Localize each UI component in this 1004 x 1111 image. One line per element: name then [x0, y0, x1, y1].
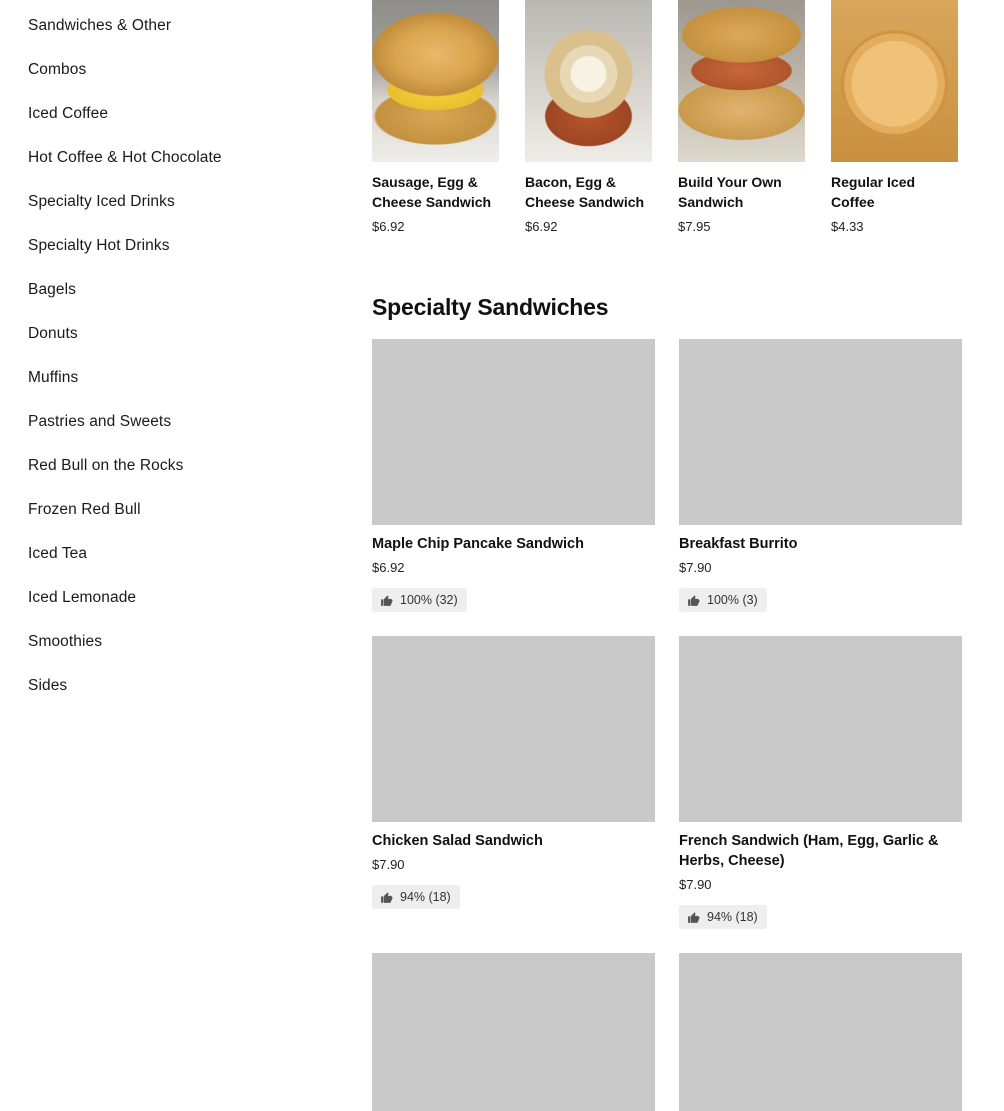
sandwich-image: [372, 0, 499, 162]
sidebar-item-iced-tea[interactable]: Iced Tea: [28, 545, 88, 562]
section-title: Specialty Sandwiches: [372, 294, 609, 320]
menu-content: [372, 0, 1004, 1111]
sidebar-item-sides[interactable]: Sides: [28, 677, 68, 694]
rating-badge: [372, 885, 460, 909]
bacon-egg-cheese-sandwich-photo[interactable]: [525, 0, 652, 162]
menu-item-card[interactable]: [372, 0, 499, 236]
menu-item-price: $7.95: [678, 219, 711, 234]
sidebar-item-smoothies[interactable]: Smoothies: [28, 633, 103, 650]
menu-item-price: $4.33: [831, 219, 864, 234]
menu-item-name: Bacon, Egg & Cheese Sandwich: [525, 174, 645, 210]
sandwich-image: [525, 0, 652, 162]
menu-item-card[interactable]: [525, 0, 652, 236]
sidebar-item-muffins[interactable]: Muffins: [28, 369, 79, 386]
menu-item-card[interactable]: [679, 953, 962, 1111]
menu-item-photo[interactable]: [679, 953, 962, 1111]
menu-item-price: $6.92: [372, 560, 405, 575]
menu-item-name: French Sandwich (Ham, Egg, Garlic & Herbs, Cheese): [679, 833, 939, 869]
menu-item-price: $6.92: [525, 219, 558, 234]
rating-text: 94% (18): [707, 910, 758, 924]
sidebar-item-frozen-red-bull[interactable]: Frozen Red Bull: [28, 501, 141, 518]
sidebar-item-donuts[interactable]: Donuts: [28, 325, 78, 342]
sidebar-item-sandwiches-other[interactable]: Sandwiches & Other: [28, 17, 172, 34]
menu-item-card[interactable]: [679, 636, 962, 929]
build-your-own-sandwich-photo[interactable]: [678, 0, 805, 162]
thumbs-up-icon: [380, 891, 393, 904]
sidebar-item-pastries-and-sweets[interactable]: Pastries and Sweets: [28, 413, 172, 430]
sandwich-image: [678, 0, 805, 162]
menu-item-name: Build Your Own Sandwich: [678, 174, 782, 210]
drink-image: [831, 0, 958, 162]
breakfast-burrito-photo[interactable]: [679, 339, 962, 525]
menu-item-price: $7.90: [372, 857, 405, 872]
sidebar-item-specialty-hot-drinks[interactable]: Specialty Hot Drinks: [28, 237, 170, 254]
menu-item-price: $7.90: [679, 877, 712, 892]
thumbs-up-icon: [687, 911, 700, 924]
sidebar-item-hot-coffee-hot-chocolate[interactable]: Hot Coffee & Hot Chocolate: [28, 149, 222, 166]
menu-item-card[interactable]: [372, 953, 655, 1111]
menu-item-card[interactable]: [679, 339, 962, 612]
sidebar-item-bagels[interactable]: Bagels: [28, 281, 76, 298]
thumbs-up-icon: [687, 594, 700, 607]
top-items-row: [372, 0, 964, 236]
menu-item-price: $7.90: [679, 560, 712, 575]
rating-badge: [679, 905, 767, 929]
category-sidebar: [0, 0, 372, 1111]
menu-item-card[interactable]: [372, 339, 655, 612]
menu-item-name: Breakfast Burrito: [679, 536, 798, 552]
menu-item-photo[interactable]: [372, 953, 655, 1111]
rating-badge: [372, 588, 467, 612]
menu-item-name: Sausage, Egg & Cheese Sandwich: [372, 174, 492, 210]
menu-item-card[interactable]: [372, 636, 655, 929]
sidebar-item-red-bull-on-the-rocks[interactable]: Red Bull on the Rocks: [28, 457, 184, 474]
specialty-sandwiches-grid: [372, 339, 964, 1111]
sidebar-item-iced-lemonade[interactable]: Iced Lemonade: [28, 589, 137, 606]
rating-text: 94% (18): [400, 890, 451, 904]
sidebar-item-combos[interactable]: Combos: [28, 61, 87, 78]
chicken-salad-sandwich-photo[interactable]: [372, 636, 655, 822]
menu-item-card[interactable]: [678, 0, 805, 236]
sidebar-item-iced-coffee[interactable]: Iced Coffee: [28, 105, 109, 122]
rating-badge: [679, 588, 767, 612]
maple-chip-pancake-sandwich-photo[interactable]: [372, 339, 655, 525]
menu-item-card[interactable]: [831, 0, 958, 236]
sidebar-item-specialty-iced-drinks[interactable]: Specialty Iced Drinks: [28, 193, 175, 210]
menu-item-name: Regular Iced Coffee: [831, 174, 916, 210]
regular-iced-coffee-photo[interactable]: [831, 0, 958, 162]
rating-text: 100% (32): [400, 593, 458, 607]
menu-item-name: Maple Chip Pancake Sandwich: [372, 536, 584, 552]
rating-text: 100% (3): [707, 593, 758, 607]
sausage-egg-cheese-sandwich-photo[interactable]: [372, 0, 499, 162]
menu-item-price: $6.92: [372, 219, 405, 234]
thumbs-up-icon: [380, 594, 393, 607]
menu-item-name: Chicken Salad Sandwich: [372, 833, 543, 849]
french-sandwich-photo[interactable]: [679, 636, 962, 822]
